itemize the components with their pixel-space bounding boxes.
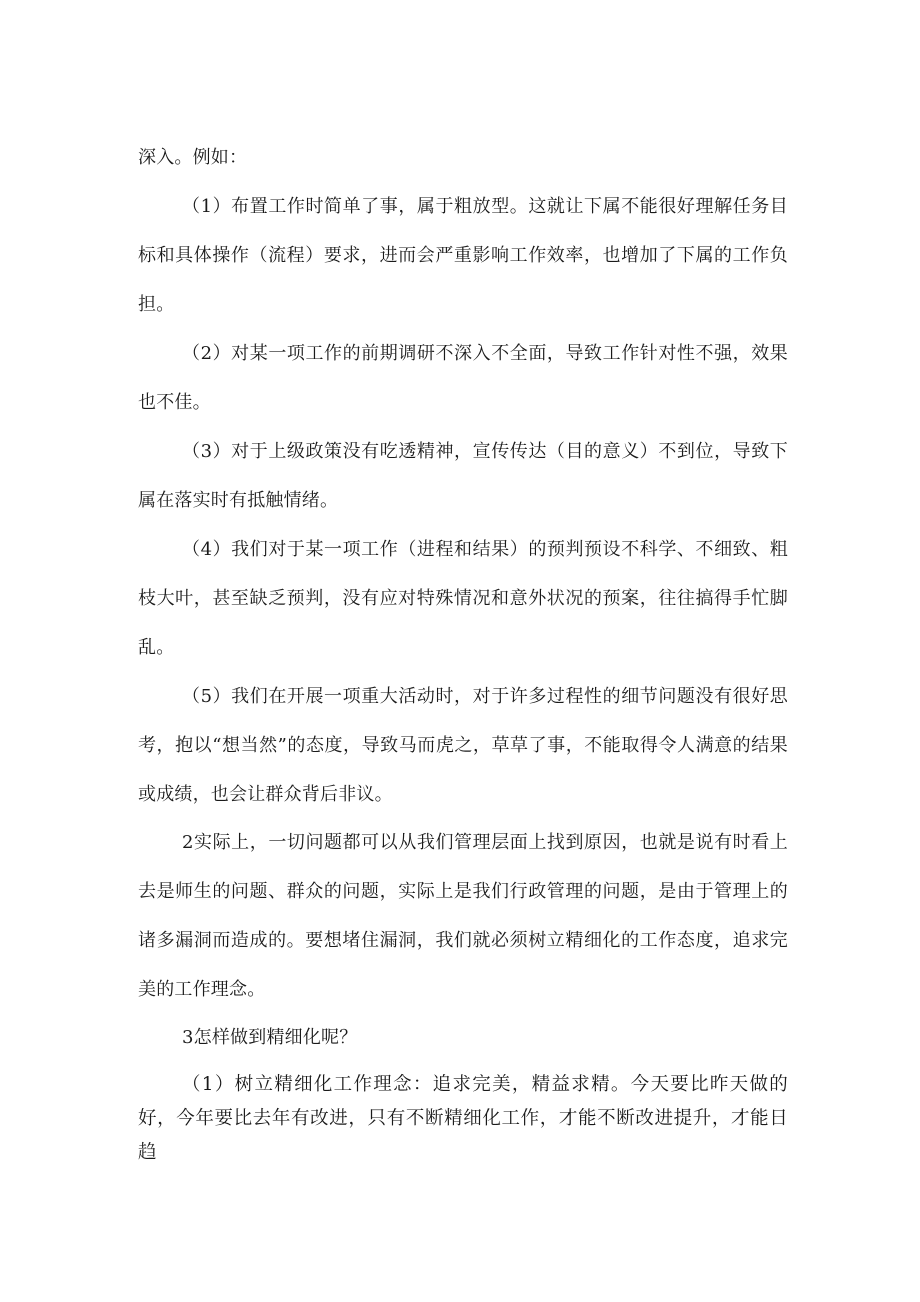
- paragraph-section-2: 2实际上，一切问题都可以从我们管理层面上找到原因，也就是说有时看上去是师生的问题、群众的问题，实际上是我们行政管理的问题，是由于管理上的诸多漏洞而造成的。要想堵住漏洞，我们就必须树立精细化的工作态度，追求完美的工作理念。: [138, 832, 788, 1000]
- paragraph-section-3-heading: 3怎样做到精细化呢？: [182, 1027, 358, 1048]
- paragraph-item-4: （4）我们对于某一项工作（进程和结果）的预判预设不科学、不细致、粗枝大叶，甚至缺乏预判，没有应对特殊情况和意外状况的预案，往往搞得手忙脚乱。: [138, 539, 788, 658]
- paragraph-item-3: （3）对于上级政策没有吃透精神，宣传传达（目的意义）不到位，导致下属在落实时有抵触情绪。: [138, 441, 788, 511]
- paragraph-item-5: （5）我们在开展一项重大活动时，对于许多过程性的细节问题没有很好思考，抱以“想当然”的态度，导致马而虎之，草草了事，不能取得令人满意的结果或成绩，也会让群众背后非议。: [138, 686, 788, 805]
- paragraph-intro: 深入。例如：: [138, 147, 248, 168]
- paragraph-item-1: （1）布置工作时简单了事，属于粗放型。这就让下属不能很好理解任务目标和具体操作（流程）要求，进而会严重影响工作效率，也增加了下属的工作负担。: [138, 196, 788, 315]
- paragraph-section-3-item-1: （1）树立精细化工作理念：追求完美，精益求精。今天要比昨天做的好，今年要比去年有改进，只有不断精细化工作，才能不断改进提升，才能日趋: [138, 1074, 788, 1163]
- paragraph-item-2: （2）对某一项工作的前期调研不深入不全面，导致工作针对性不强，效果也不佳。: [138, 343, 788, 413]
